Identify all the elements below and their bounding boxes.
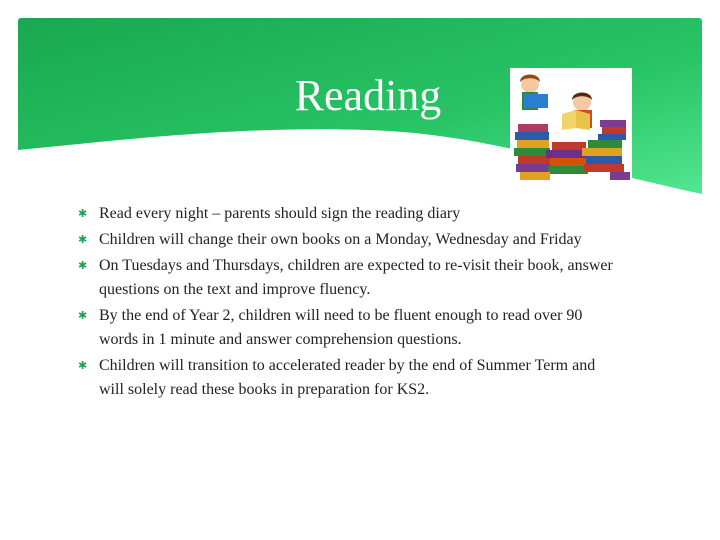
asterisk-icon: ✱ (78, 309, 88, 322)
bullet-text: Children will change their own books on a Monday, Wednesday and Friday (99, 231, 582, 248)
list-item (78, 228, 618, 252)
asterisk-icon: ✱ (78, 207, 88, 220)
bullet-text: By the end of Year 2, children will need to be fluent enough to read over 90 words in 1 minute and answer comprehension questions. (99, 307, 583, 348)
asterisk-icon: ✱ (78, 259, 88, 272)
list-item (78, 354, 618, 402)
bullet-list (78, 202, 618, 402)
children-reading-icon (510, 68, 632, 184)
asterisk-icon: ✱ (78, 233, 88, 246)
asterisk-icon: ✱ (78, 359, 88, 372)
bullet-text: On Tuesdays and Thursdays, children are expected to re-visit their book, answer questions on the text and improve fluency. (99, 257, 613, 298)
bullet-text: Children will transition to accelerated reader by the end of Summer Term and will solely read these books in preparation for KS2. (99, 357, 596, 398)
list-item (78, 254, 618, 302)
list-item (78, 202, 618, 226)
slide-title: Reading (294, 71, 442, 120)
bullet-text: Read every night – parents should sign the reading diary (99, 205, 461, 222)
list-item (78, 304, 618, 352)
